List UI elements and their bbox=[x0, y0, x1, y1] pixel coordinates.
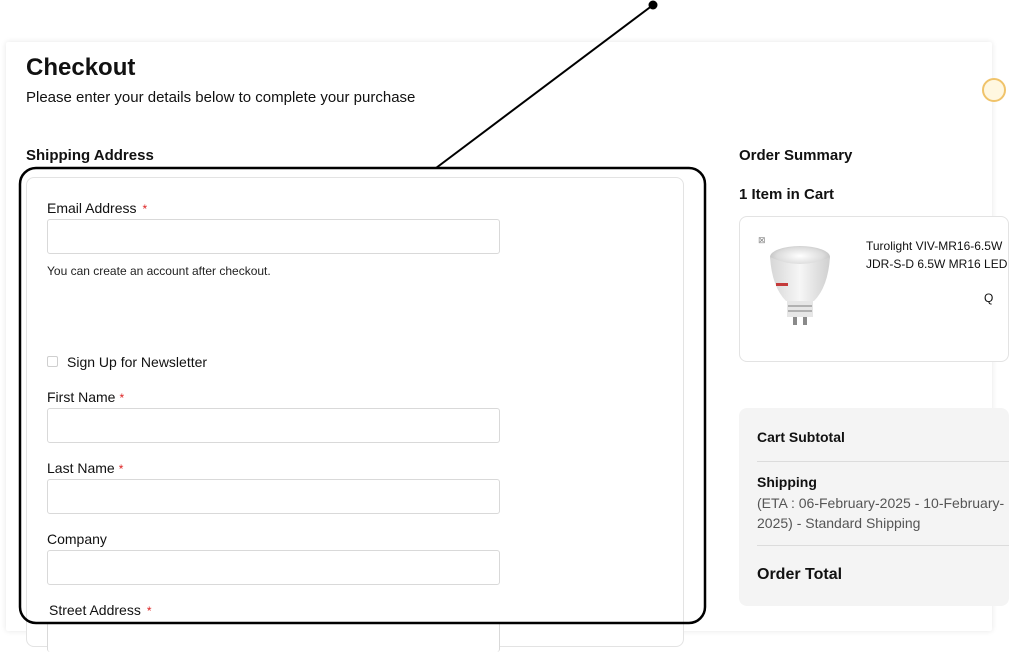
company-label: Company bbox=[47, 531, 107, 547]
divider bbox=[757, 461, 1009, 462]
required-marker: * bbox=[118, 462, 124, 476]
first-name-label: First Name * bbox=[47, 389, 125, 405]
cart-item bbox=[739, 216, 1009, 362]
divider bbox=[757, 545, 1009, 546]
help-icon[interactable] bbox=[982, 78, 1006, 102]
shipping-address-heading: Shipping Address bbox=[26, 147, 154, 164]
checkout-page bbox=[6, 42, 1008, 631]
product-qty: Q bbox=[984, 291, 994, 305]
page-subtitle: Please enter your details below to complete your purchase bbox=[26, 89, 416, 106]
newsletter-label[interactable]: Sign Up for Newsletter bbox=[67, 354, 208, 370]
page-title: Checkout bbox=[26, 54, 136, 81]
last-name-field[interactable] bbox=[47, 479, 500, 514]
first-name-field[interactable] bbox=[47, 408, 500, 443]
street-address-field[interactable] bbox=[47, 622, 500, 652]
email-hint: You can create an account after checkout. bbox=[47, 264, 271, 278]
broken-image-icon: ⊠ bbox=[758, 235, 766, 245]
cart-subtotal-label: Cart Subtotal bbox=[757, 429, 845, 445]
newsletter-checkbox[interactable] bbox=[47, 356, 58, 367]
email-field[interactable] bbox=[47, 219, 500, 254]
order-summary-heading: Order Summary bbox=[739, 147, 853, 164]
last-name-label: Last Name * bbox=[47, 460, 124, 476]
company-field[interactable] bbox=[47, 550, 500, 585]
shipping-label: Shipping bbox=[757, 474, 817, 490]
cart-count: 1 Item in Cart bbox=[739, 186, 835, 203]
required-marker: * bbox=[119, 391, 125, 405]
required-marker: * bbox=[146, 604, 152, 618]
order-total-label: Order Total bbox=[757, 566, 843, 583]
email-label: Email Address * bbox=[47, 200, 148, 216]
shipping-form bbox=[26, 177, 684, 647]
product-image bbox=[768, 243, 832, 329]
shipping-detail: (ETA : 06-February-2025 - 10-February-2025) - Standard Shipping bbox=[757, 495, 1005, 531]
required-marker: * bbox=[142, 202, 148, 216]
street-address-label: Street Address * bbox=[49, 602, 152, 618]
product-name[interactable]: Turolight VIV-MR16-6.5W JDR-S-D 6.5W MR16 LED bbox=[866, 239, 1008, 271]
totals-panel bbox=[739, 408, 1009, 606]
annotation-dot bbox=[649, 1, 658, 10]
